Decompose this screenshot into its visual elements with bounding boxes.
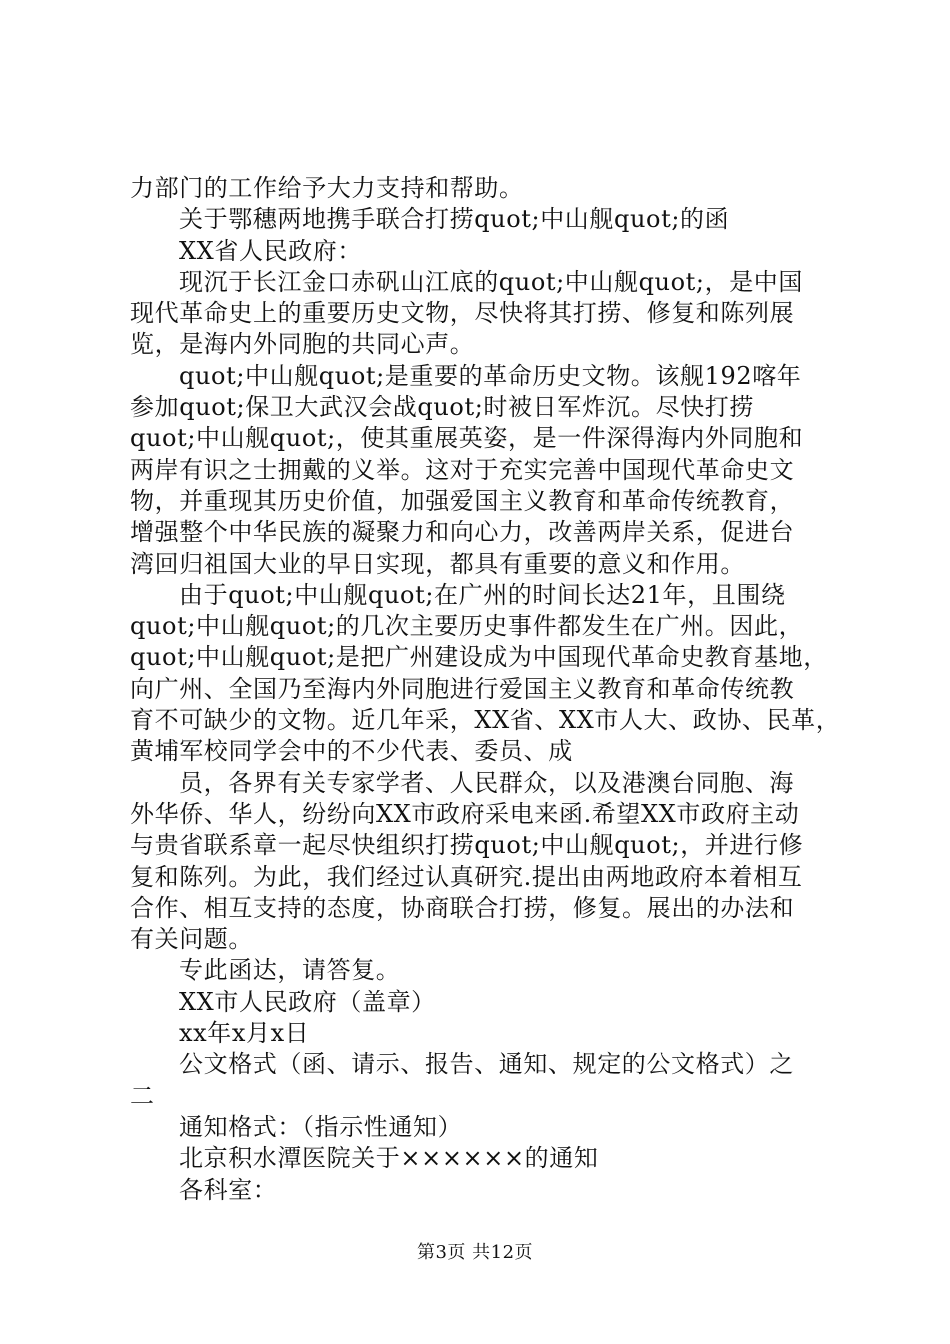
text-line: 有关问题。	[130, 925, 253, 954]
text-line: 员，各界有关专家学者、人民群众，以及港澳台同胞、海	[179, 768, 794, 797]
page-number-footer: 第3页 共12页	[416, 1242, 534, 1263]
recipient-line: XX省人民政府：	[179, 236, 362, 265]
text-line: 外华侨、华人，纷纷向XX市政府采电来函.希望XX市政府主动	[130, 799, 800, 828]
section-heading-continued: 二	[130, 1081, 155, 1110]
text-line: 育不可缺少的文物。近几年采，XX省、XX市人大、政协、民革，	[130, 706, 841, 735]
letter-title: 关于鄂穗两地携手联合打捞quot;中山舰quot;的函	[179, 205, 730, 234]
text-line: quot;中山舰quot;的几次主要历史事件都发生在广州。因此，	[130, 612, 804, 641]
text-line: quot;中山舰quot;，使其重展英姿，是一件深得海内外同胞和	[130, 424, 804, 453]
closing-line: 专此函达，请答复。	[179, 956, 401, 985]
text-line: 览，是海内外同胞的共同心声。	[130, 330, 475, 359]
notice-title: 北京积水潭医院关于××××××的通知	[179, 1144, 599, 1173]
date-line: xx年x月x日	[179, 1019, 310, 1048]
text-line: 与贵省联系章一起尽快组织打捞quot;中山舰quot;，并进行修	[130, 831, 804, 860]
text-line: 由于quot;中山舰quot;在广州的时间长达21年，且围绕	[179, 580, 786, 609]
signature-line: XX市人民政府（盖章）	[179, 987, 436, 1016]
text-line: 现代革命史上的重要历史文物，尽快将其打捞、修复和陈列展	[130, 299, 795, 328]
text-line: 复和陈列。为此，我们经过认真研究.提出由两地政府本着相互	[130, 862, 803, 891]
text-line: 合作、相互支持的态度，协商联合打捞，修复。展出的办法和	[130, 893, 795, 922]
text-line: quot;中山舰quot;是重要的革命历史文物。该舰192喀年	[179, 361, 802, 390]
section-heading: 公文格式（函、请示、报告、通知、规定的公文格式）之	[179, 1050, 794, 1079]
text-line: 物，并重现其历史价值，加强爱国主义教育和革命传统教育，	[130, 486, 795, 515]
text-line: 参加quot;保卫大武汉会战quot;时被日军炸沉。尽快打捞	[130, 393, 754, 422]
text-line: 增强整个中华民族的凝聚力和向心力，改善两岸关系，促进台	[130, 518, 795, 547]
text-line: 向广州、全国乃至海内外同胞进行爱国主义教育和革命传统教	[130, 674, 795, 703]
text-line: 通知格式：（指示性通知）	[179, 1112, 463, 1141]
text-line: 现沉于长江金口赤矾山江底的quot;中山舰quot;，是中国	[179, 267, 803, 296]
text-line: quot;中山舰quot;是把广州建设成为中国现代革命史教育基地，	[130, 643, 828, 672]
document-body	[130, 173, 841, 1206]
text-line: 力部门的工作给予大力支持和帮助。	[130, 174, 524, 202]
text-line: 黄埔军校同学会中的不少代表、委员、成	[130, 737, 573, 766]
recipient-line: 各科室：	[179, 1175, 278, 1204]
text-line: 湾回归祖国大业的早日实现，都具有重要的意义和作用。	[130, 549, 745, 578]
text-line: 两岸有识之士拥戴的义举。这对于充实完善中国现代革命史文	[130, 455, 795, 484]
